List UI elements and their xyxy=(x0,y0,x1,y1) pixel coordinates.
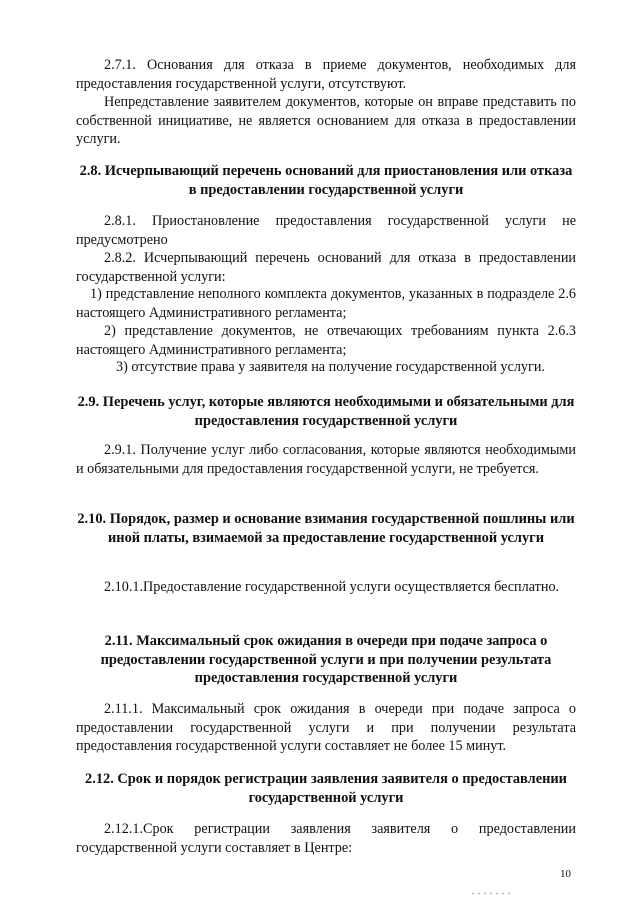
paragraph-2-7-1: 2.7.1. Основания для отказа в приеме документов, необходимых для предоставления государственной услуги, отсутствуют. xyxy=(76,57,576,92)
paragraph-2-8-2-item-1: 1) представление неполного комплекта документов, указанных в подразделе 2.6 настоящего Административного регламента; xyxy=(76,286,576,321)
heading-2-10: 2.10. Порядок, размер и основание взимания государственной пошлины или иной платы, взимаемой за предоставление государственной услуги xyxy=(77,511,575,546)
paragraph-2-12-1: 2.12.1.Срок регистрации заявления заявителя о предоставлении государственной услуги составляет в Центре: xyxy=(76,821,576,856)
paragraph-2-9-1: 2.9.1. Получение услуг либо согласования, которые являются необходимыми и обязательными для предоставления государственной услуги, не требуется. xyxy=(76,442,576,477)
paragraph-2-7-1-note: Непредставление заявителем документов, которые он вправе представить по собственной инициативе, не является основанием для отказа в предоставлении услуги. xyxy=(76,94,576,148)
scan-artifact xyxy=(470,892,510,895)
paragraph-2-10-1: 2.10.1.Предоставление государственной услуги осуществляется бесплатно. xyxy=(104,579,560,595)
paragraph-2-8-2-item-3: 3) отсутствие права у заявителя на получение государственной услуги. xyxy=(116,359,545,375)
heading-2-9: 2.9. Перечень услуг, которые являются необходимыми и обязательными для предоставления государственной услуги xyxy=(77,394,575,429)
paragraph-2-8-1: 2.8.1. Приостановление предоставления государственной услуги не предусмотрено xyxy=(76,213,576,248)
paragraph-2-8-2: 2.8.2. Исчерпывающий перечень оснований для отказа в предоставлении государственной услуги: xyxy=(76,250,576,285)
page-number: 10 xyxy=(560,868,571,880)
paragraph-2-11-1: 2.11.1. Максимальный срок ожидания в очереди при подаче запроса о предоставлении государственной услуги и при получении результата предоставления государственной услуги составляет не более 15 минут. xyxy=(76,701,576,755)
heading-2-12: 2.12. Срок и порядок регистрации заявления заявителя о предоставлении государственной услуги xyxy=(85,771,567,806)
paragraph-2-8-2-item-2: 2) представление документов, не отвечающих требованиям пункта 2.6.3 настоящего Административного регламента; xyxy=(76,323,576,358)
heading-2-11: 2.11. Максимальный срок ожидания в очереди при подаче запроса о предоставлении государственной услуги и при получении результата предоставления государственной услуги xyxy=(100,633,552,687)
heading-2-8: 2.8. Исчерпывающий перечень оснований для приостановления или отказа в предоставлении государственной услуги xyxy=(79,163,573,198)
